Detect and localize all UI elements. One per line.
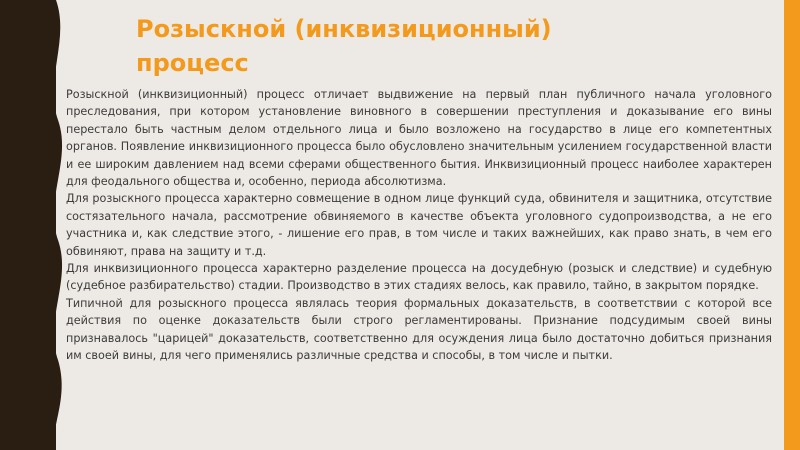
paragraph-1: Розыскной (инквизиционный) процесс отличает выдвижение на первый план публичного начала уголовного преследования, при котором установление виновного в совершении преступления и доказывание его вины перестало быть частным делом отдельного лица и было возложено на государство в лице его компетентных органов. Появление инквизиционного процесса было обусловлено значительным усилением государственной власти и ее широким давлением над всеми сферами общественного бытия. Инквизиционный процесс наиболее характерен для феодального общества и, особенно, периода абсолютизма. [66, 88, 772, 189]
right-accent-bar [784, 0, 800, 450]
paragraph-2: Для розыскного процесса характерно совмещение в одном лице функций суда, обвинителя и защитника, отсутствие состязательного начала, рассмотрение обвиняемого в качестве объекта уголовного судопроизводства, а не его участника и, как следствие этого, - лишение его прав, в том числе и таких важнейших, как право знать, в чем его обвиняют, права на защиту и т.д. [66, 192, 772, 258]
slide-body [66, 86, 772, 436]
slide-title: Розыскной (инквизиционный) процесс [136, 15, 552, 77]
paragraph-4: Типичной для розыскного процесса являлась теория формальных доказательств, в соответствии с которой все действия по оценке доказательств были строго регламентированы. Признание подсудимым своей вины признавалось "царицей" доказательств, соответственно для осуждения лица было достаточно добиться признания им своей вины, для чего применялись различные средства и способы, в том числе и пытки. [66, 296, 772, 363]
paragraph-3: Для инквизиционного процесса характерно разделение процесса на досудебную (розыск и следствие) и судебную (судебное разбирательство) стадии. Производство в этих стадиях велось, как правило, тайно, в закрытом порядке. [66, 262, 772, 293]
